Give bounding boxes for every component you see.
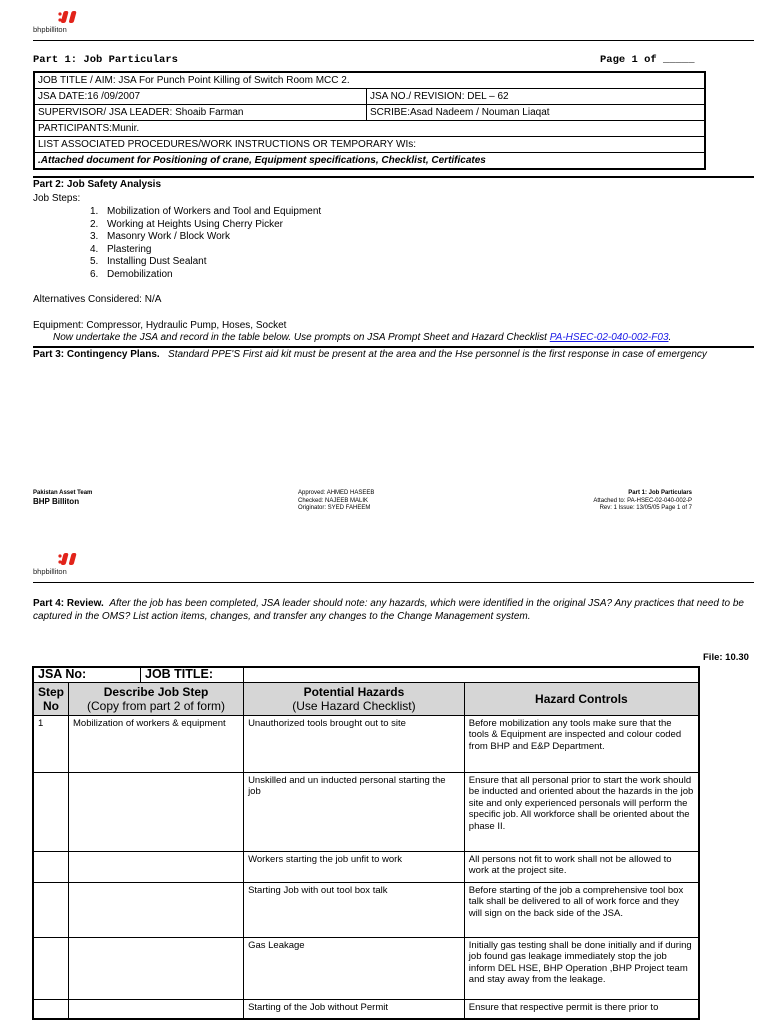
job-step-item [90, 231, 321, 244]
footer-company: BHP Billiton [33, 496, 80, 506]
job-particulars-table [33, 71, 706, 170]
jsa-row [33, 937, 699, 999]
footer-originator: Originator: SYED FAHEEM [298, 505, 371, 511]
scribe-cell: SCRIBE:Asad Nadeem / Nouman Liaqat [367, 105, 706, 121]
undertake-sentence: Now undertake the JSA and record in the table below. Use prompts on JSA Prompt Sheet and Hazard Checklist [53, 332, 550, 343]
jsa-step-cell [33, 999, 69, 1019]
bhp-logo-mark-icon [57, 10, 81, 24]
footer-checked: Checked: NAJEEB MALIK [298, 497, 369, 504]
jsa-desc-cell [69, 999, 244, 1019]
footer-right [593, 490, 692, 513]
job-step-number: 1. [90, 206, 99, 217]
job-step-number: 6. [90, 268, 99, 280]
jsa-control-cell: Before mobilization any tools make sure that the tools & Equipment are inspected and colour coded from BHP and E&P Department. [464, 715, 699, 772]
col-hazards-sub: (Use Hazard Checklist) [292, 698, 416, 713]
jsa-desc-cell: Mobilization of workers & equipment [69, 715, 244, 772]
file-label: File: 10.30 [703, 652, 749, 663]
job-steps-list [90, 206, 321, 282]
jsa-step-cell: 1 [33, 715, 69, 772]
jsa-hazard-cell: Gas Leakage [244, 937, 465, 999]
jsa-hazard-cell: Unauthorized tools brought out to site [244, 715, 465, 772]
jsa-step-cell [33, 937, 69, 999]
jsa-desc-cell [69, 851, 244, 882]
alternatives-text: Alternatives Considered: N/A [33, 294, 162, 305]
hazard-checklist-link[interactable]: PA-HSEC-02-040-002-F03 [549, 332, 669, 343]
jsa-hazard-cell: Starting of the Job without Permit [244, 999, 465, 1019]
job-step-number: 4. [90, 243, 99, 255]
jsa-desc-cell [69, 937, 244, 999]
job-step-number: 3. [90, 231, 99, 243]
jsa-row [33, 772, 699, 851]
job-step-text: Installing Dust Sealant [107, 256, 207, 268]
part2-title: Part 2: Job Safety Analysis [33, 179, 162, 190]
part4-title: Part 4: Review. [33, 598, 104, 609]
bhp-logo-mark-icon [57, 552, 81, 566]
footer-team: Pakistan Asset Team [33, 490, 93, 496]
part3-block [33, 349, 733, 362]
jsa-control-cell: Ensure that all personal prior to start the work should be inducted and oriented about the hazards in the job site and only experienced personals will perform the specific job. All workforce shall be oriented about the phase II. [464, 772, 699, 851]
undertake-period: . [668, 332, 672, 343]
col-hazards-label: Potential Hazards [303, 684, 405, 699]
jsa-no-label-cell [33, 667, 244, 682]
job-steps-label: Job Steps: [33, 193, 81, 204]
header-rule-page2 [33, 582, 754, 583]
job-step-text: Masonry Work / Block Work [107, 231, 230, 243]
jsa-row [33, 882, 699, 937]
jsa-control-cell: All persons not fit to work shall not be allowed to work at the project site. [464, 851, 699, 882]
equipment-text: Equipment: Compressor, Hydraulic Pump, Hoses, Socket [33, 320, 287, 331]
jsa-row [33, 999, 699, 1019]
jsa-no-cell: JSA NO./ REVISION: DEL – 62 [367, 89, 706, 105]
col-step [33, 682, 69, 715]
footer-attached: Attached to: PA-HSEC-02-040-002-P [593, 497, 692, 504]
supervisor-cell: SUPERVISOR/ JSA LEADER: Shoaib Farman [34, 105, 367, 121]
col-step-label: Step No [38, 684, 65, 713]
col-controls-label: Hazard Controls [535, 691, 628, 706]
col-hazards [244, 682, 465, 715]
job-title-cell: JOB TITLE / AIM: JSA For Punch Point Killing of Switch Room MCC 2. [34, 72, 705, 89]
job-step-text: Working at Heights Using Cherry Picker [107, 218, 283, 230]
part3-rule [33, 346, 754, 348]
col-describe [69, 682, 244, 715]
footer-rev: Rev: 1 Issue: 13/05/05 Page 1 of 7 [599, 505, 692, 511]
footer-approved: Approved: AHMED HASEEB [298, 490, 375, 496]
job-step-text: Mobilization of Workers and Tool and Equipment [107, 206, 322, 217]
footer-center [298, 490, 374, 513]
part3-title: Part 3: Contingency Plans. [33, 349, 160, 360]
jsa-step-cell [33, 851, 69, 882]
jsa-row [33, 715, 699, 772]
attached-cell: .Attached document for Positioning of crane, Equipment specifications, Checklist, Certificates [34, 153, 705, 170]
bhp-logo [33, 10, 93, 36]
jsa-step-cell [33, 882, 69, 937]
header-rule [33, 40, 754, 41]
page-number: Page 1 of _____ [600, 54, 695, 66]
jsa-control-cell: Initially gas testing shall be done initially and if during job found gas leakage immediately stop the job inform DEL HSE, BHP Operation ,BHP Project team and stay away from the leakage. [464, 937, 699, 999]
jsa-hazard-cell: Unskilled and un inducted personal starting the job [244, 772, 465, 851]
jsa-control-cell: Ensure that respective permit is there prior to [464, 999, 699, 1019]
jsa-table [32, 666, 700, 1020]
jsa-column-headers [33, 682, 699, 715]
jsa-hazard-cell: Starting Job with out tool box talk [244, 882, 465, 937]
logo-wordmark: bhpbilliton [33, 567, 67, 576]
jsa-control-cell: Before starting of the job a comprehensive tool box talk shall be delivered to all of work force and they will sign on the back side of the JSA. [464, 882, 699, 937]
col-describe-label: Describe Job Step [103, 684, 209, 699]
undertake-text [53, 332, 671, 343]
job-step-text: Demobilization [107, 268, 173, 280]
jsa-desc-cell [69, 882, 244, 937]
jsa-row [33, 851, 699, 882]
participants-cell: PARTICIPANTS:Munir. [34, 121, 705, 137]
job-step-number: 5. [90, 256, 99, 268]
procedures-cell: LIST ASSOCIATED PROCEDURES/WORK INSTRUCTIONS OR TEMPORARY WIs: [34, 137, 705, 153]
job-step-item [90, 219, 321, 232]
job-step-text: Plastering [107, 243, 152, 255]
job-step-item [90, 269, 321, 282]
jsa-no-label: JSA No: [38, 667, 87, 681]
job-step-item [90, 256, 321, 269]
job-title-value-cell [244, 667, 699, 682]
jsa-step-cell [33, 772, 69, 851]
footer-left [33, 490, 92, 505]
job-step-number: 2. [90, 218, 99, 230]
job-title-label: JOB TITLE: [140, 668, 213, 682]
part4-block [33, 598, 745, 623]
logo-wordmark: bhpbilliton [33, 25, 67, 34]
job-step-item [90, 244, 321, 257]
part4-text: After the job has been completed, JSA leader should note: any hazards, which were identified in the original JSA? Any practices that need to be captured in the OMS? List action items, changes, and transfer any changes to the Change Management system. [33, 598, 744, 622]
jsa-hazard-cell: Workers starting the job unfit to work [244, 851, 465, 882]
part1-title: Part 1: Job Particulars [33, 54, 178, 66]
part2-rule [33, 176, 754, 178]
jsa-date-cell: JSA DATE:16 /09/2007 [34, 89, 367, 105]
footer-part: Part 1: Job Particulars [628, 490, 692, 496]
job-step-item [90, 206, 321, 219]
jsa-desc-cell [69, 772, 244, 851]
bhp-logo-page2 [33, 552, 93, 578]
jsa-rows [33, 715, 699, 1019]
jsa-header-row [33, 667, 699, 682]
col-describe-sub: (Copy from part 2 of form) [87, 698, 226, 713]
col-controls [464, 682, 699, 715]
part3-text: Standard PPE'S First aid kit must be present at the area and the Hse personnel is the first response in case of emergency [168, 349, 707, 360]
